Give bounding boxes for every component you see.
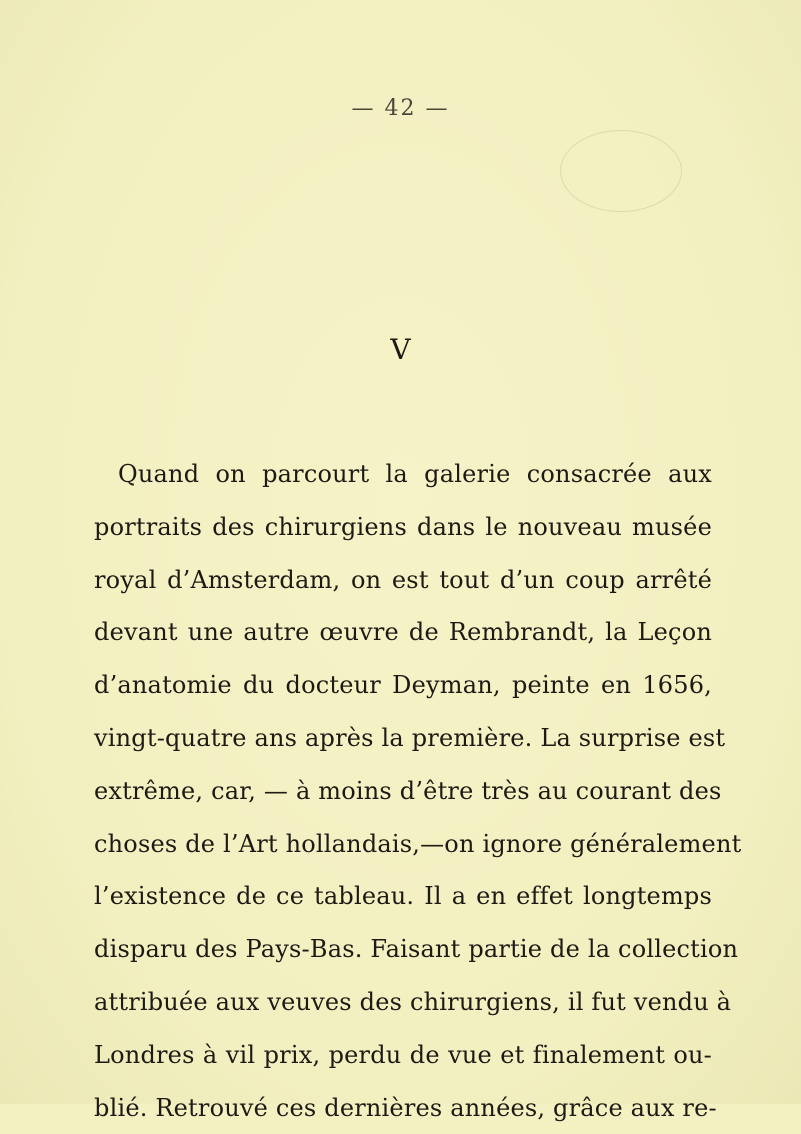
paper-stain: [560, 130, 682, 212]
text-line: vingt-quatre ans après la première. La surprise est: [94, 723, 726, 752]
text-line: blié. Retrouvé ces dernières années, grâce aux re-: [94, 1093, 717, 1122]
body-paragraph: [94, 448, 742, 1134]
page-number: — 42 —: [351, 96, 450, 121]
text-line: disparu des Pays-Bas. Faisant partie de la collection: [94, 935, 739, 964]
text-line: portraits des chirurgiens dans le nouveau musée: [94, 512, 712, 541]
chapter-heading: V: [390, 333, 411, 366]
text-line: attribuée aux veuves des chirurgiens, il fut vendu à: [94, 987, 732, 1016]
text-line: extrême, car, — à moins d’être très au courant des: [94, 776, 722, 805]
text-line: choses de l’Art hollandais,—on ignore généralement: [94, 829, 742, 858]
text-line: devant une autre œuvre de Rembrandt, la Leçon: [94, 618, 712, 647]
text-line: Quand on parcourt la galerie consacrée aux: [118, 460, 712, 488]
text-line: l’existence de ce tableau. Il a en effet longtemps: [94, 882, 712, 911]
text-line: d’anatomie du docteur Deyman, peinte en 1656,: [94, 671, 712, 700]
text-line: Londres à vil prix, perdu de vue et finalement ou-: [94, 1040, 712, 1069]
text-line: royal d’Amsterdam, on est tout d’un coup arrêté: [94, 565, 712, 594]
